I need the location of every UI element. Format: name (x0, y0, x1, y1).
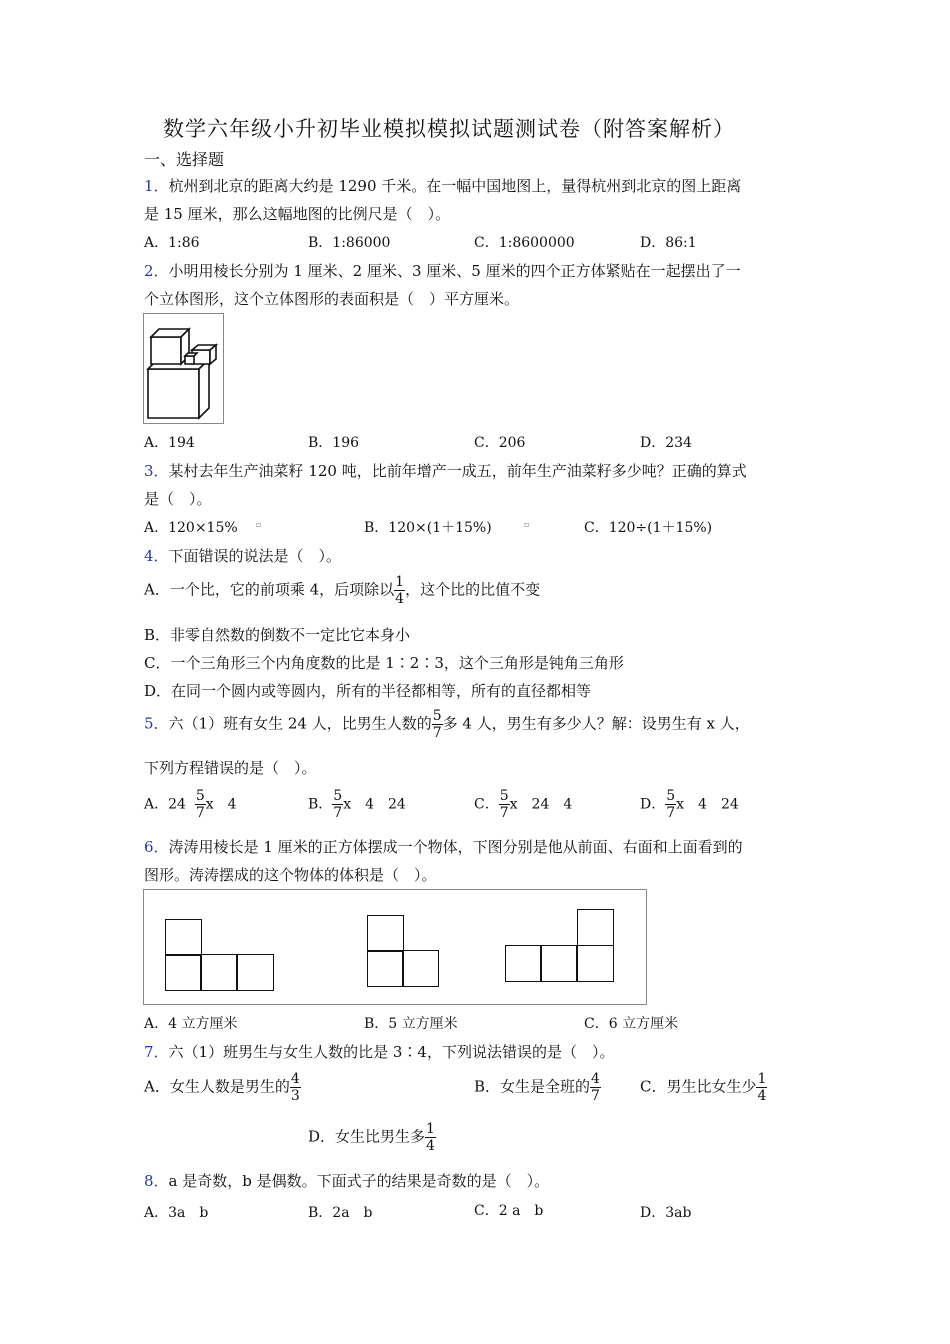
cube-stack-drawing (144, 314, 223, 423)
q2-option-a[interactable]: A．194 (144, 435, 195, 451)
fraction (394, 574, 405, 607)
numerator: 1 (757, 1071, 767, 1087)
q3-option-b[interactable]: B．120×(1＋15%) (364, 520, 492, 536)
q2-option-c[interactable]: C．206 (474, 435, 526, 451)
question-2-line-2: 个立体图形，这个立体图形的表面积是（ ）平方厘米。 (144, 290, 520, 308)
question-number: 8． (144, 1172, 169, 1190)
question-3-line-1 (144, 460, 747, 481)
denominator: 7 (333, 805, 343, 821)
option-text: A．一个比，它的前项乘 4，后项除以 (144, 580, 395, 599)
q5-option-a[interactable] (144, 788, 237, 821)
question-4-stem (144, 545, 341, 566)
fraction (195, 788, 206, 821)
view-square (367, 950, 404, 987)
q8-option-d[interactable]: D．3ab (640, 1205, 692, 1221)
q1-option-d[interactable]: D．86:1 (640, 235, 697, 251)
option-label: B． (308, 796, 333, 813)
question-text: 下面错误的说法是（ ）。 (168, 547, 342, 565)
question-number: 4． (144, 547, 169, 565)
fraction (332, 788, 343, 821)
fraction (432, 708, 443, 741)
option-label: A． (144, 796, 169, 813)
q7-option-c[interactable] (640, 1071, 767, 1104)
q1-option-a[interactable]: A．1:86 (144, 235, 200, 251)
denominator: 7 (499, 805, 509, 821)
numerator: 1 (426, 1121, 435, 1137)
q1-option-b[interactable]: B．1:86000 (308, 235, 391, 251)
denominator: 4 (757, 1088, 767, 1104)
option-text: D．女生比男生多 (308, 1127, 426, 1146)
denominator: 7 (591, 1088, 600, 1104)
option-text: B．女生是全班的 (474, 1077, 591, 1096)
q8-option-b[interactable]: B．2a b (308, 1205, 373, 1221)
view-square (577, 909, 614, 946)
q4-option-b[interactable]: B．非零自然数的倒数不一定比它本身小 (144, 626, 411, 644)
question-number: 1． (144, 177, 169, 195)
q3-marker-a: ▫ (256, 520, 262, 529)
question-2-line-1 (144, 260, 741, 281)
question-6-line-2: 图形。涛涛摆成的这个物体的体积是（ ）。 (144, 866, 437, 884)
q3-marker-b: ▫ (524, 520, 530, 529)
q5-option-c[interactable] (474, 788, 572, 821)
fraction (590, 1071, 601, 1104)
q4-option-c[interactable]: C．一个三角形三个内角度数的比是 1∶2∶3，这个三角形是钝角三角形 (144, 654, 624, 672)
q5-option-d[interactable] (640, 788, 739, 821)
question-text: a 是奇数，b 是偶数。下面式子的结果是奇数的是（ ）。 (168, 1172, 550, 1190)
question-number: 2． (144, 262, 169, 280)
question-text: 多 4 人，男生有多少人？解：设男生有 x 人， (442, 714, 750, 733)
option-term: 24 (168, 796, 186, 813)
numerator: 5 (499, 788, 509, 804)
q3-option-a[interactable]: A．120×15% (144, 520, 238, 536)
q7-option-b[interactable] (474, 1071, 601, 1104)
q7-option-d[interactable] (308, 1121, 436, 1154)
view-square (200, 954, 237, 991)
q5-option-b[interactable] (308, 788, 406, 821)
option-text: ，这个比的比值不变 (405, 580, 541, 599)
view-square (402, 950, 439, 987)
option-term: x 4 24 (676, 796, 739, 813)
numerator: 5 (666, 788, 676, 804)
question-number: 5． (144, 714, 169, 733)
numerator: 5 (432, 708, 442, 724)
option-term: x 4 24 (343, 796, 406, 813)
question-1-line-2: 是 15 厘米，那么这幅地图的比例尺是（ ）。 (144, 205, 451, 223)
q8-option-a[interactable]: A．3a b (144, 1205, 209, 1221)
question-number: 3． (144, 462, 169, 480)
q8-option-c[interactable]: C．2 a b (474, 1203, 544, 1219)
three-views-figure (143, 889, 647, 1005)
denominator: 7 (432, 725, 442, 741)
page-title: 数学六年级小升初毕业模拟模拟试题测试卷（附答案解析） (163, 117, 735, 141)
view-square (367, 915, 404, 952)
fraction (290, 1071, 301, 1104)
q2-option-d[interactable]: D．234 (640, 435, 692, 451)
option-text: A．女生人数是男生的 (144, 1077, 290, 1096)
numerator: 4 (290, 1071, 300, 1087)
q6-option-a[interactable]: A．4 立方厘米 (144, 1016, 238, 1032)
question-5-line-1 (144, 708, 750, 741)
option-label: D． (640, 796, 666, 813)
question-text: 某村去年生产油菜籽 120 吨，比前年增产一成五，前年生产油菜籽多少吨？正确的算式 (168, 462, 747, 480)
fraction (756, 1071, 767, 1104)
fraction (425, 1121, 436, 1154)
fraction (665, 788, 676, 821)
denominator: 4 (395, 591, 405, 607)
denominator: 3 (290, 1088, 300, 1104)
denominator: 7 (666, 805, 676, 821)
section-heading: 一、选择题 (144, 150, 225, 169)
option-text: C．男生比女生少 (640, 1077, 757, 1096)
view-square (165, 919, 202, 956)
question-text: 杭州到北京的距离大约是 1290 千米。在一幅中国地图上，量得杭州到北京的图上距离 (168, 177, 742, 195)
question-text: 涛涛用棱长是 1 厘米的正方体摆成一个物体，下图分别是他从前面、右面和上面看到的 (168, 838, 743, 856)
view-square (165, 954, 202, 991)
numerator: 5 (195, 788, 205, 804)
q2-option-b[interactable]: B．196 (308, 435, 360, 451)
view-square (505, 945, 542, 982)
question-8-stem (144, 1170, 549, 1191)
numerator: 1 (395, 574, 405, 590)
q7-option-a[interactable] (144, 1071, 301, 1104)
question-5-line-2: 下列方程错误的是（ ）。 (144, 759, 317, 777)
question-1-line-1 (144, 175, 741, 196)
question-number: 7． (144, 1043, 169, 1061)
view-square (577, 945, 614, 982)
question-number: 6． (144, 838, 169, 856)
q4-option-d[interactable]: D．在同一个圆内或等圆内，所有的半径都相等，所有的直径都相等 (144, 682, 592, 700)
option-term: x 4 (205, 796, 237, 813)
question-3-line-2: 是（ ）。 (144, 490, 212, 508)
denominator: 4 (426, 1138, 435, 1154)
question-text: 小明用棱长分别为 1 厘米、2 厘米、3 厘米、5 厘米的四个正方体紧贴在一起摆出了一 (168, 262, 741, 280)
option-label: C． (474, 796, 499, 813)
view-square (237, 954, 274, 991)
fraction (499, 788, 510, 821)
q6-option-c[interactable]: C．6 立方厘米 (584, 1016, 679, 1032)
q3-option-c[interactable]: C．120÷(1＋15%) (584, 520, 713, 536)
numerator: 4 (591, 1071, 600, 1087)
q6-option-b[interactable]: B．5 立方厘米 (364, 1016, 458, 1032)
denominator: 7 (195, 805, 205, 821)
question-text: 六（1）班有女生 24 人，比男生人数的 (168, 714, 432, 733)
q4-option-a[interactable] (144, 574, 540, 607)
question-7-stem (144, 1041, 614, 1062)
option-term: x 24 4 (509, 796, 573, 813)
view-square (540, 945, 577, 982)
cube-stack-figure (143, 313, 224, 424)
question-text: 六（1）班男生与女生人数的比是 3∶4，下列说法错误的是（ ）。 (168, 1043, 615, 1061)
q1-option-c[interactable]: C．1:8600000 (474, 235, 575, 251)
question-6-line-1 (144, 836, 743, 857)
numerator: 5 (333, 788, 343, 804)
